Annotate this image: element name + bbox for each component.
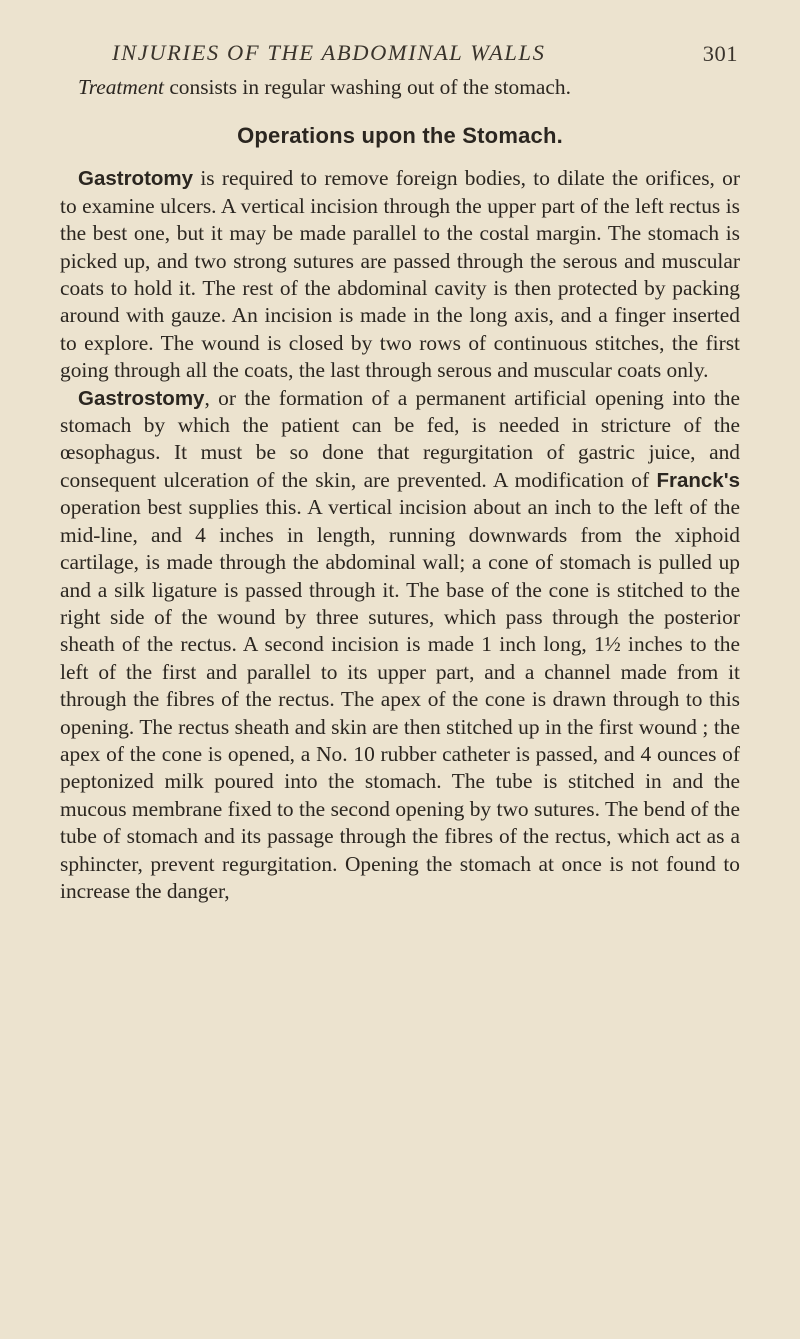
running-head bbox=[60, 40, 740, 74]
gastrostomy-text-2: operation best supplies this. A vertical incision about an inch to the left of the mid-line, and 4 inches in length, running downwards from the xiphoid cartilage, is made through the abdominal wall; a cone of stomach is pulled up and a silk ligature is passed through it. The base of the cone is stitched to the right side of the wound by three sutures, which pass through the posterior sheath of the rectus. A second incision is made 1 inch long, 1½ inches to the left of the first and parallel to its upper part, and a channel made from it through the fibres of the rectus. The apex of the cone is drawn through to this opening. The rectus sheath and skin are then stitched up in the first wound ; the apex of the cone is opened, a No. 10 rubber catheter is passed, and 4 ounces of peptonized milk poured into the stomach. The tube is stitched in and the mucous membrane fixed to the second opening by two sutures. The bend of the tube of stomach and its passage through the fibres of the rectus, which act as a sphincter, prevent regurgitation. Opening the stomach at once is not found to increase the danger, bbox=[60, 495, 740, 903]
gastrostomy-text-1: , or the formation of a permanent artificial opening into the stomach by which the patient can be fed, is needed in stricture of the œsophagus. It must be so done that regurgitation of gastric juice, and consequent ulceration of the skin, are prevented. A modification of bbox=[60, 385, 740, 492]
gastrotomy-text: is required to remove foreign bodies, to dilate the orifices, or to examine ulcers. A vertical incision through the upper part of the left rectus is the best one, but it may be made parallel to the costal margin. The stomach is picked up, and two strong sutures are passed through the serous and muscular coats to hold it. The rest of the abdominal cavity is then protected by packing around with gauze. An incision is made in the long axis, and a finger inserted to explore. The wound is closed by two rows of continuous stitches, the first going through all the coats, the last through serous and muscular coats only. bbox=[60, 166, 740, 383]
book-page bbox=[60, 40, 740, 905]
treatment-lead: Treatment bbox=[78, 75, 164, 99]
page-number: 301 bbox=[702, 41, 738, 66]
intro-paragraph bbox=[60, 74, 740, 101]
section-heading: Operations upon the Stomach. bbox=[237, 123, 563, 149]
gastrotomy-paragraph bbox=[60, 165, 740, 384]
intro-text: consists in regular washing out of the stomach. bbox=[163, 75, 571, 99]
gastrotomy-term: Gastrotomy bbox=[78, 167, 194, 191]
gastrostomy-term: Gastrostomy bbox=[78, 386, 205, 410]
francks-term: Franck's bbox=[656, 468, 740, 492]
running-head-title: INJURIES OF THE ABDOMINAL WALLS bbox=[112, 40, 546, 65]
gastrostomy-paragraph bbox=[60, 385, 740, 906]
